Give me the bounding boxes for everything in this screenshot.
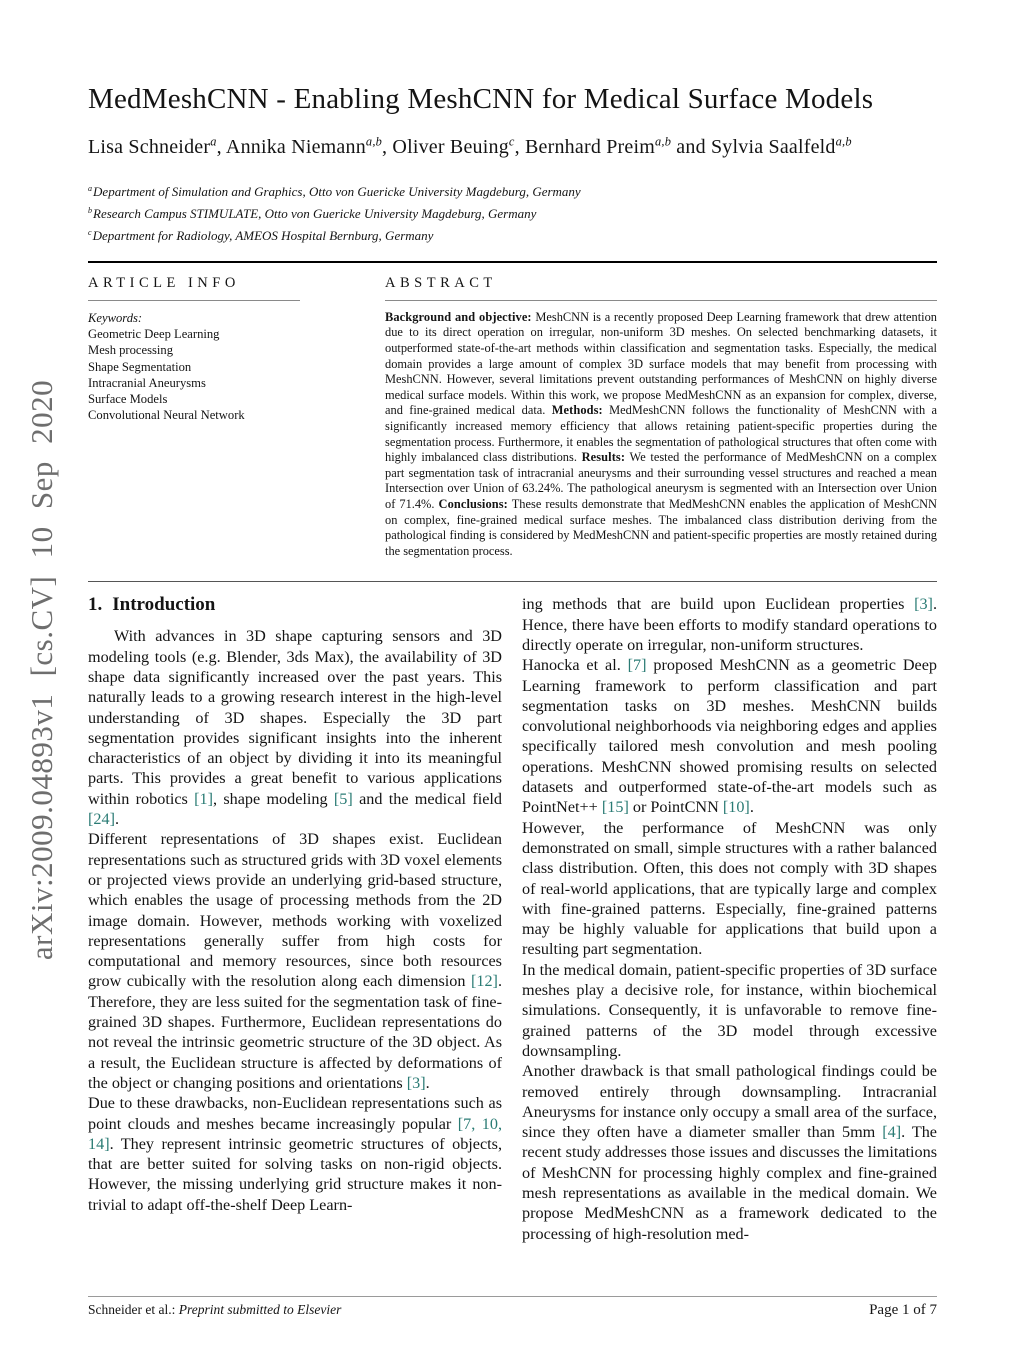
article-info-section	[88, 275, 358, 560]
body-paragraph: ing methods that are build upon Euclidean properties [3]. Hence, there have been efforts to modify standard operations to directly operate on irregular, non-uniform structures.	[522, 595, 937, 654]
author-affiliation-mark: a,b	[655, 134, 672, 149]
footer-venue: Preprint submitted to Elsevier	[178, 1302, 342, 1317]
footer	[88, 1302, 937, 1319]
author-affiliation-mark: a,b	[365, 134, 383, 149]
keyword-item: Shape Segmentation	[88, 359, 192, 374]
author: Oliver Beuing$^c$	[392, 134, 515, 158]
affiliation-line: $^c$Department for Radiology, AMEOS Hospital Bernburg, Germany	[88, 227, 434, 243]
citation-link[interactable]: [5]	[333, 789, 353, 808]
article-info-rule	[88, 300, 300, 301]
body-paragraph: Another drawback is that small pathological findings could be removed entirely through downsampling. Intracranial Aneurysms for instance only occupy a small area of the surface, since they often have a diameter smaller than 5mm [4]. The recent study addresses those issues and discusses the limitations of MeshCNN for processing highly complex and fine-grained mesh representations as available in the medical domain. We propose MedMeshCNN as a framework dedicated to the processing of high-resolution med-	[522, 1062, 937, 1243]
body-paragraph: In the medical domain, patient-specific properties of 3D surface meshes play a decisive role, for instance, within biochemical simulations. Consequently, it is unfavorable to remove fine-grained patterns of the 3D model through excessive downsampling.	[522, 960, 937, 1060]
affiliation-line: $^b$Research Campus STIMULATE, Otto von Guericke University Magdeburg, Germany	[88, 205, 537, 221]
footer-divider	[88, 1296, 937, 1297]
left-column-paragraphs	[88, 626, 502, 1215]
section-number: 1.	[88, 594, 103, 616]
right-column-paragraphs	[522, 594, 937, 1244]
section-title: Introduction	[112, 594, 216, 616]
keywords-label: Keywords:	[88, 310, 143, 325]
abstract-segment-label: Results:	[581, 450, 626, 465]
abstract-rule	[385, 300, 937, 301]
keyword-item: Surface Models	[88, 391, 168, 406]
abstract-section	[385, 275, 937, 560]
keyword-item: Intracranial Aneurysms	[88, 375, 206, 390]
keyword-item: Geometric Deep Learning	[88, 327, 220, 342]
body-paragraph: Hanocka et al. [7] proposed MeshCNN as a geometric Deep Learning framework to perform classification and part segmentation tasks on 3D meshes. MeshCNN builds convolutional neighborhoods via neighboring edges and applies specifically tailored mesh convolution and mesh pooling operations. MeshCNN showed promising results on selected datasets and outperformed state-of-the-art models such as PointNet++ [15] or PointCNN [10].	[522, 656, 937, 817]
author: Sylvia Saalfeld$^{a,b}$	[710, 134, 852, 158]
article-info-heading: ARTICLE INFO	[88, 274, 240, 291]
page-number: Page 1 of 7	[869, 1302, 937, 1318]
paper-title: MedMeshCNN - Enabling MeshCNN for Medical Surface Models	[88, 83, 874, 115]
section-divider	[88, 581, 937, 582]
body-paragraph: Due to these drawbacks, non-Euclidean representations such as point clouds and meshes became increasingly popular [7, 10, 14]. They represent intrinsic geometric structures of objects, that are better suited for solving tasks on non-rigid objects. However, the missing underlying grid structure makes it non-trivial to adapt off-the-shelf Deep Learn-	[88, 1094, 502, 1214]
keyword-item: Mesh processing	[88, 343, 173, 358]
abstract-segment-label: Background and objective:	[385, 309, 532, 324]
paper-content	[88, 0, 937, 1244]
header-divider	[88, 261, 937, 263]
citation-link[interactable]: [3]	[406, 1073, 426, 1092]
citation-link[interactable]: [3]	[914, 595, 933, 614]
footer-authors: Schneider et al.:	[88, 1302, 176, 1317]
citation-link[interactable]: [7]	[627, 656, 647, 675]
author: Lisa Schneider$^a$	[88, 134, 217, 158]
affiliation-line: $^a$Department of Simulation and Graphics, Otto von Guericke University Magdeburg, Germany	[88, 183, 581, 199]
author: Annika Niemann$^{a,b}$	[225, 134, 383, 158]
keywords-list	[88, 326, 358, 423]
abstract-segment-label: Conclusions:	[438, 497, 508, 512]
body-paragraph: With advances in 3D shape capturing sensors and 3D modeling tools (e.g. Blender, 3ds Max), the availability of 3D shape data significantly increased over the past years. This naturally leads to a growing research interest in the high-level understanding of 3D shapes. Especially the 3D part segmentation provides significant insights into the inherent characteristics of an object by dividing it into its meaningful parts. This provides a great benefit to various applications within robotics [1], shape modeling [5] and the medical field [24].	[88, 627, 502, 829]
body-right-column	[522, 594, 937, 1244]
abstract-heading: ABSTRACT	[385, 274, 497, 291]
citation-link[interactable]: [4]	[882, 1123, 902, 1142]
arxiv-watermark: arXiv:2009.04893v1 [cs.CV] 10 Sep 2020	[24, 379, 59, 961]
body-columns	[88, 594, 937, 1244]
citation-link[interactable]: [1]	[194, 789, 213, 808]
affiliation-list	[88, 181, 937, 247]
citation-link[interactable]: [15]	[601, 798, 629, 817]
author: Bernhard Preim$^{a,b}$	[525, 134, 672, 158]
abstract-text: Background and objective: MeshCNN is a recently proposed Deep Learning framework that drew attention due to its direct operation on irregular, non-uniform 3D meshes. On selected benchmarking datasets, it outperformed state-of-the-art methods within classification and segmentation tasks. Especially, the medical domain provides a large amount of complex 3D surface models that may benefit from processing with MeshCNN. However, several limitations prevent outstanding performances of MeshCNN on highly diverse medical surface models. Within this work, we propose MedMeshCNN as an expansion for complex, diverse, and fine-grained medical data. Methods: MedMeshCNN follows the functionality of MeshCNN with a significantly increased memory efficiency that allows retaining patient-specific properties during the segmentation process. Furthermore, it enables the segmentation of pathological structures that often come with highly imbalanced class distributions. Results: We tested the performance of MedMeshCNN on a complex part segmentation task of intracranial aneurysms and their surrounding vessel structures and reached a mean Intersection over Union of 63.24%. The pathological aneurysm is segmented with an Intersection over Union of 71.4%. Conclusions: These results demonstrate that MedMeshCNN enables the application of MeshCNN on complex, fine-grained medical surface meshes. The imbalanced class distribution deriving from the pathological finding is considered by MedMeshCNN and patient-specific properties are mostly retained during the segmentation process.	[385, 309, 937, 558]
author-affiliation-mark: c	[508, 134, 515, 149]
section-heading-introduction	[88, 594, 502, 616]
keyword-item: Convolutional Neural Network	[88, 408, 245, 423]
author-affiliation-mark: a	[210, 134, 217, 149]
citation-link[interactable]: [24]	[88, 810, 115, 829]
affiliation-mark: c	[88, 227, 92, 237]
footer-left	[88, 1302, 341, 1319]
author-line: Lisa Schneider$^a$, Annika Niemann$^{a,b}$, Oliver Beuing$^c$, Bernhard Preim$^{a,b}$ and Sylvia Saalfeld$^{a,b}$	[88, 134, 852, 158]
body-left-column	[88, 594, 502, 1244]
citation-link[interactable]: [7, 10, 14]	[88, 1114, 502, 1153]
citation-link[interactable]: [12]	[470, 972, 498, 991]
info-abstract-row	[88, 275, 937, 560]
body-paragraph: However, the performance of MeshCNN was only demonstrated on small, simple structures with a rather balanced class distribution. Often, this does not comply with 3D shapes of real-world applications, that are typically large and complex with fine-grained patterns. Especially, fine-grained patterns may be highly valuable for applications that build upon a resulting part segmentation.	[522, 818, 937, 959]
citation-link[interactable]: [10]	[722, 798, 750, 817]
affiliation-mark: a	[88, 183, 93, 193]
author-affiliation-mark: a,b	[835, 134, 852, 149]
keywords-block	[88, 310, 358, 423]
abstract-segment-label: Methods:	[551, 403, 603, 418]
body-paragraph: Different representations of 3D shapes exist. Euclidean representations such as structured grids with 3D voxel elements or projected views provide an underlying grid-based structure, which enables the usage of processing methods from the 2D image domain. However, methods working with voxelized representations generally suffer from high costs for computational and memory resources, since both resources grow cubically with the resolution along each dimension [12]. Therefore, they are less suited for the segmentation task of fine-grained 3D shapes. Furthermore, Euclidean representations do not reveal the intrinsic geometric structure of the 3D object. As a result, the Euclidean structure is affected by deformations of the object or changing positions and orientations [3].	[88, 830, 502, 1092]
affiliation-mark: b	[88, 205, 93, 215]
